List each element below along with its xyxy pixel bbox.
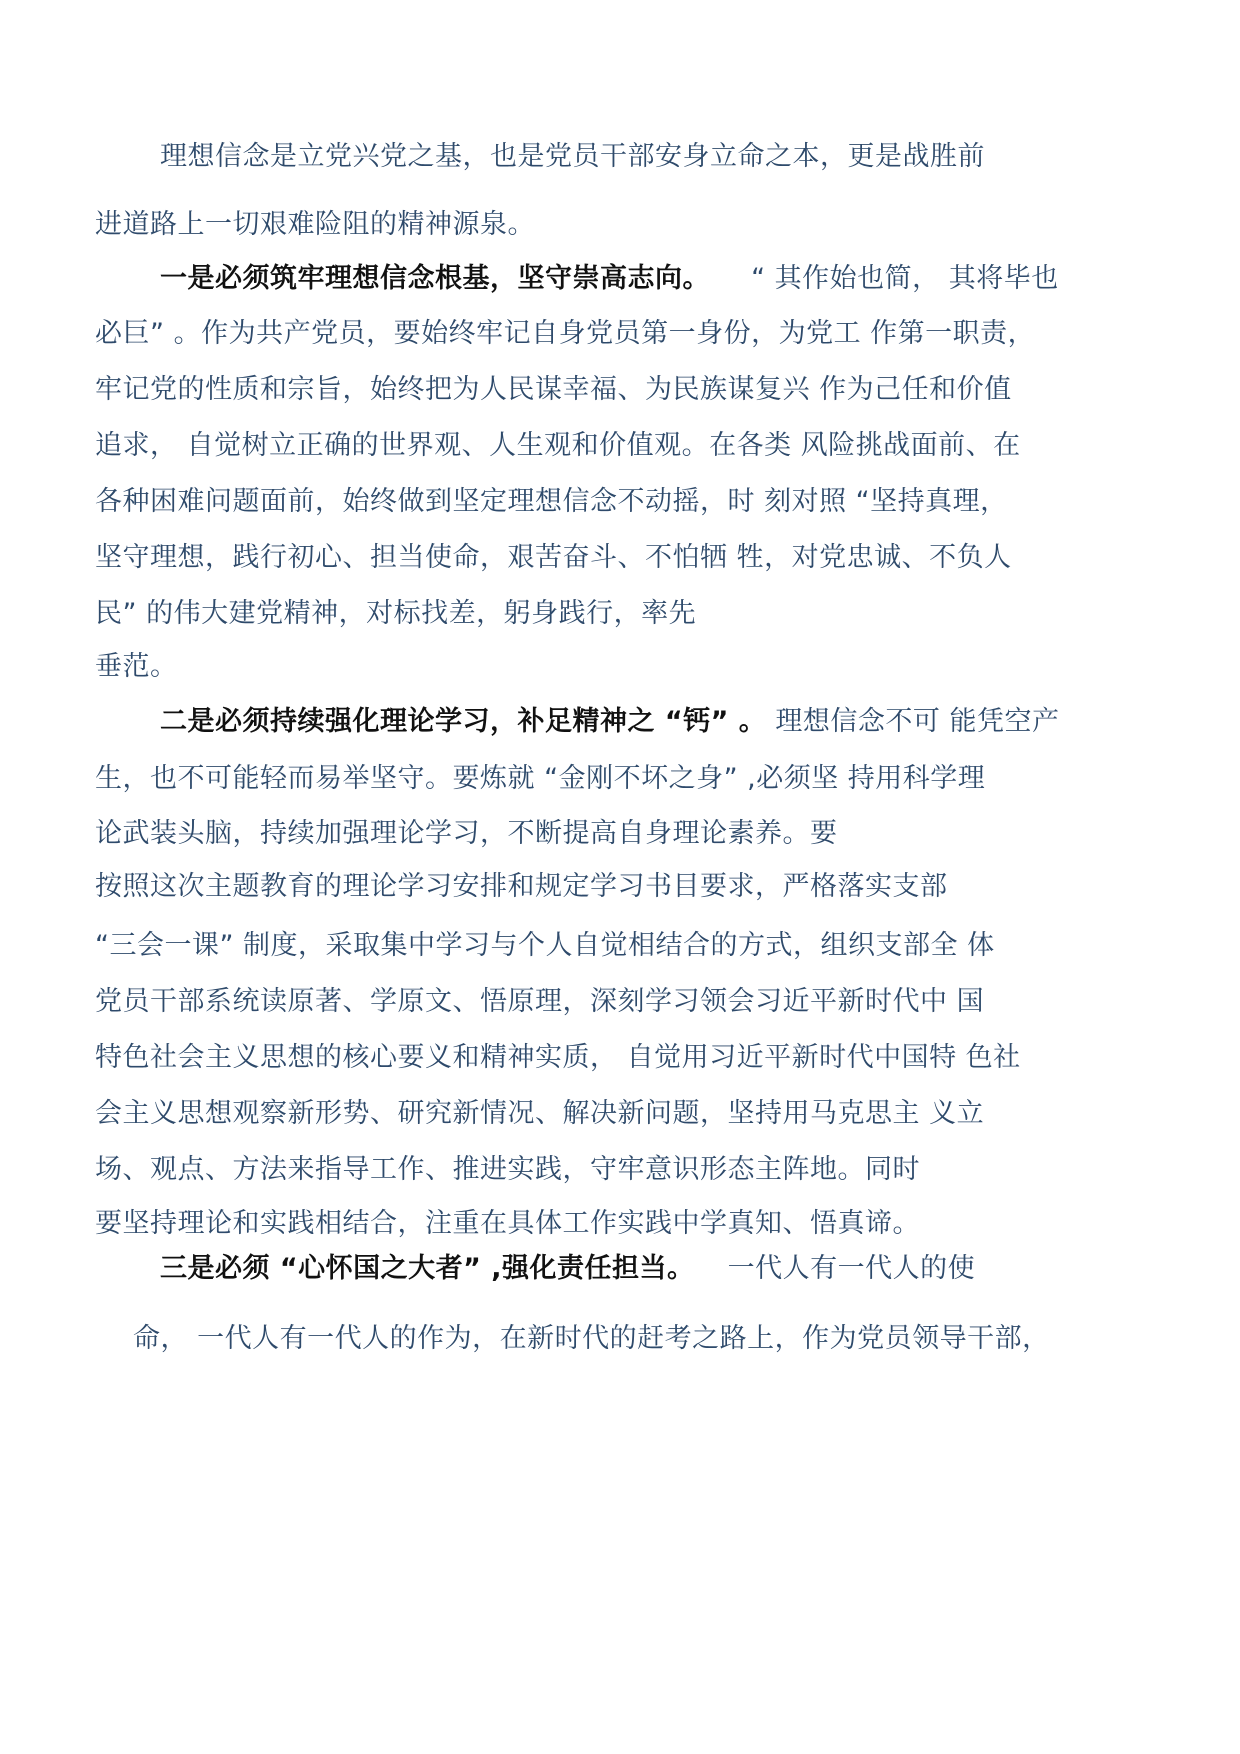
paragraph-line [160,262,1059,296]
paragraph-line: 场、观点、方法来指导工作、推进实践，守牢意识形态主阵地。同时 [95,1154,920,1185]
paragraph-line: 进道路上一切艰难险阻的精神源泉。 [95,209,535,240]
paragraph-line: 追求， 自觉树立正确的世界观、人生观和价值观。在各类 风险挑战面前、在 [95,430,1021,461]
paragraph-line [160,1252,975,1286]
paragraph-text: 理想信念不可 能凭空产 [775,706,1060,737]
paragraph-line: 理想信念是立党兴党之基，也是党员干部安身立命之本，更是战胜前 [160,141,985,172]
section-heading-1: 一是必须筑牢理想信念根基，坚守崇高志向。 [160,263,710,294]
paragraph-line [160,705,1059,739]
paragraph-text: 一代人有一代人的使 [727,1253,976,1284]
paragraph-line: 按照这次主题教育的理论学习安排和规定学习书目要求，严格落实支部 [95,871,948,902]
paragraph-line: 党员干部系统读原著、学原文、悟原理，深刻学习领会习近平新时代中 国 [95,986,985,1017]
paragraph-line: 各种困难问题面前，始终做到坚定理想信念不动摇，时 刻对照 “坚持真理， [95,486,1008,517]
section-heading-2: 二是必须持续强化理论学习，补足精神之 “钙” 。 [160,706,767,737]
paragraph-line: 生，也不可能轻而易举坚守。要炼就 “金刚不坏之身” ,必须坚 持用科学理 [95,763,986,794]
paragraph-line: “三会一课” 制度，采取集中学习与个人自觉相结合的方式，组织支部全 体 [95,930,995,961]
paragraph-line: 会主义思想观察新形势、研究新情况、解决新问题，坚持用马克思主 义立 [95,1098,985,1129]
paragraph-line: 论武装头脑，持续加强理论学习，不断提高自身理论素养。要 [95,818,838,849]
paragraph-line: 特色社会主义思想的核心要义和精神实质， 自觉用习近平新时代中国特 色社 [95,1042,1021,1073]
paragraph-line: 坚守理想，践行初心、担当使命，艰苦奋斗、不怕牺 牲，对党忠诚、不负人 [95,542,1012,573]
paragraph-line: 牢记党的性质和宗旨，始终把为人民谋幸福、为民族谋复兴 作为己任和价值 [95,374,1012,405]
paragraph-line: 要坚持理论和实践相结合，注重在具体工作实践中学真知、悟真谛。 [95,1208,920,1239]
paragraph-line: 民” 的伟大建党精神，对标找差，躬身践行，率先 [95,598,697,629]
paragraph-line: 命， 一代人有一代人的作为，在新时代的赶考之路上，作为党员领导干部， [133,1323,1050,1354]
section-heading-3: 三是必须 “心怀国之大者” ,强化责任担当。 [160,1253,695,1284]
paragraph-line: 必巨” 。作为共产党员，要始终牢记自身党员第一身份，为党工 作第一职责， [95,318,1036,349]
paragraph-line: 垂范。 [95,651,178,682]
quote-text: “ 其作始也简， 其将毕也 [751,263,1059,294]
